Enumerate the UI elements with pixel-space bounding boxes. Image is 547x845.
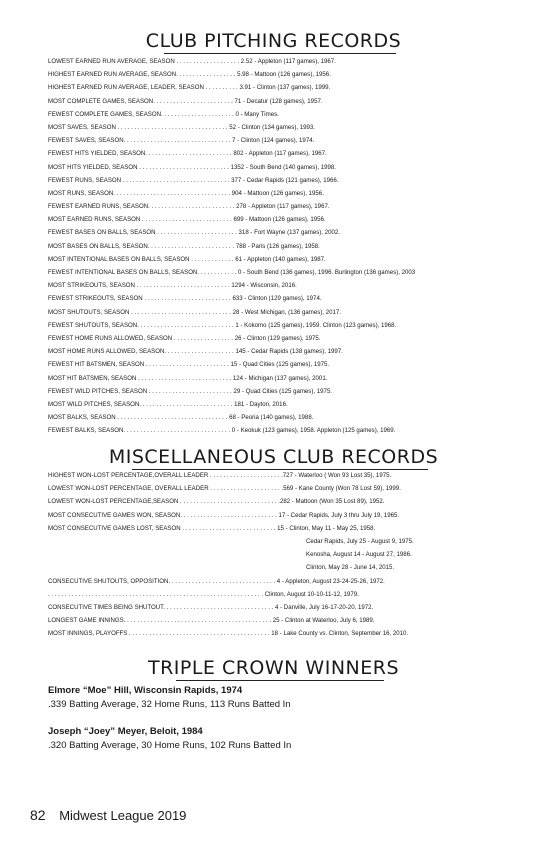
record-row <box>48 627 518 640</box>
winner-name: Joseph “Joey” Meyer, Beloit, 1984 <box>48 726 203 737</box>
record-label: FEWEST BALKS, SEASON. . . . . . . . . . . . . . . . . . . . . . . . . . . . . . . . <box>48 427 232 435</box>
record-row <box>48 535 518 548</box>
record-value: 7 - Clinton (124 games), 1974. <box>231 137 315 145</box>
record-value: .727 - Waterloo ( Won 93 Lost 35), 1975. <box>281 472 392 479</box>
record-value: 4 - Appleton, August 23-24-25-26, 1972. <box>276 577 385 585</box>
record-label: HIGHEST EARNED RUN AVERAGE, SEASON. . . . . . . . . . . . . . . . . . <box>48 71 238 79</box>
record-row <box>48 561 518 574</box>
record-value: 29 - Quad Cities (125 games), 1975. <box>233 387 333 395</box>
record-row <box>48 279 518 292</box>
record-row <box>48 575 518 588</box>
record-row <box>48 495 518 508</box>
record-value: 1294 - Wisconsin, 2016. <box>231 282 297 290</box>
record-value: 1352 - South Bend (140 games), 1998. <box>230 163 336 171</box>
record-value: .282 - Mattoon (Won 35 Lost 89), 1952. <box>278 498 385 506</box>
club-pitching-underline <box>164 53 396 54</box>
record-row <box>48 81 518 94</box>
record-value: 181 - Dayton, 2016. <box>234 400 288 408</box>
misc-club-records-list <box>48 469 518 640</box>
record-label: FEWEST WILD PITCHES, SEASON . . . . . . . . . . . . . . . . . . . . . . . . . <box>48 387 234 395</box>
record-value: 25 - Clinton at Waterloo, July 6, 1989. <box>272 617 375 625</box>
record-row <box>48 226 518 239</box>
record-label: HIGHEST WON-LOST PERCENTAGE,OVERALL LEADER . . . . . . . . . . . . . . . . . . . . . <box>48 472 282 479</box>
record-label: MOST INTENTIONAL BASES ON BALLS, SEASON . . . . . . . . . . . . . <box>48 255 236 263</box>
record-label: FEWEST HOME RUNS ALLOWED, SEASON . . . . . . . . . . . . . . . . . . <box>48 334 235 342</box>
record-row <box>48 319 518 332</box>
record-label: LOWEST WON-LOST PERCENTAGE,SEASON . . . . . . . . . . . . . . . . . . . . . . . . . . . . . <box>48 498 279 506</box>
record-row <box>48 121 518 134</box>
record-row <box>48 482 518 495</box>
record-row <box>48 588 518 601</box>
record-label: FEWEST RUNS, SEASON . . . . . . . . . . . . . . . . . . . . . . . . . . . . . . . . <box>48 176 232 184</box>
club-pitching-title: CLUB PITCHING RECORDS <box>145 30 402 52</box>
record-label: MOST HIT BATSMEN, SEASON . . . . . . . . . . . . . . . . . . . . . . . . . . . . <box>48 374 233 382</box>
record-label: MOST SAVES, SEASON . . . . . . . . . . . . . . . . . . . . . . . . . . . . . . . . . <box>48 123 230 131</box>
record-row <box>48 601 518 614</box>
record-row <box>48 548 518 561</box>
record-value: 145 - Cedar Rapids (138 games), 1997. <box>235 348 343 356</box>
triple-crown-title: TRIPLE CROWN WINNERS <box>147 657 400 679</box>
record-value: 0 - Keokuk (123 games), 1958. Appleton (125 games), 1969. <box>231 427 396 435</box>
record-row <box>48 95 518 108</box>
record-value: 3.91 - Clinton (137 games), 1999. <box>239 84 331 92</box>
winner-stats: .339 Batting Average, 32 Home Runs, 113 Runs Batted In <box>48 699 291 710</box>
record-row <box>48 55 518 68</box>
record-row <box>48 385 518 398</box>
record-row <box>48 509 518 522</box>
record-value: Kenosha, August 14 - August 27, 1986. <box>306 551 412 559</box>
record-row <box>48 306 518 319</box>
record-label: MOST WILD PITCHES, SEASON. . . . . . . . . . . . . . . . . . . . . . . . . . . . <box>48 400 235 408</box>
record-value: 61 - Appleton (140 games), 1987. <box>235 255 326 263</box>
record-row <box>48 213 518 226</box>
record-row <box>48 200 518 213</box>
record-value: 0 - Many Times. <box>235 110 279 118</box>
record-row <box>48 292 518 305</box>
record-label: MOST BALKS, SEASON . . . . . . . . . . . . . . . . . . . . . . . . . . . . . . . . . <box>48 414 230 422</box>
record-label: FEWEST HITS YIELDED, SEASON. . . . . . . . . . . . . . . . . . . . . . . . . . <box>48 150 234 158</box>
record-value: 802 - Appleton (117 games), 1967. <box>233 150 327 158</box>
record-row <box>48 411 518 424</box>
record-row <box>48 240 518 253</box>
record-row <box>48 174 518 187</box>
page-number: 82 <box>30 807 46 823</box>
record-row <box>48 147 518 160</box>
record-label: CONSECUTIVE SHUTOUTS, OPPOSITION. . . . . . . . . . . . . . . . . . . . . . . . . . . . . . . . <box>48 577 277 585</box>
record-label: FEWEST INTENTIONAL BASES ON BALLS, SEASON. . . . . . . . . . . . <box>48 269 238 276</box>
record-row <box>48 358 518 371</box>
record-value: 4 - Danville, July 16-17-20-20, 1972. <box>274 603 374 611</box>
publication-name: Midwest League 2019 <box>59 808 187 823</box>
record-value: 18 - Lake County vs. Clinton, September 16, 2010. <box>271 630 409 638</box>
record-row <box>48 614 518 627</box>
record-value: 788 - Paris (126 games), 1958. <box>235 242 320 250</box>
record-value: 318 - Fort Wayne (137 games), 2002. <box>238 229 340 237</box>
record-value: 904 - Mattoon (126 games), 1956. <box>231 189 324 197</box>
record-row <box>48 187 518 200</box>
record-row <box>48 253 518 266</box>
record-value: 2.52 - Appleton (117 games), 1967. <box>240 58 336 65</box>
record-row <box>48 522 518 535</box>
record-value: 15 - Quad Cities (125 games), 1975. <box>230 361 330 369</box>
record-row <box>48 372 518 385</box>
winner-name: Elmore “Moe” Hill, Wisconsin Rapids, 1974 <box>48 685 243 696</box>
record-row <box>48 424 518 437</box>
record-row <box>48 134 518 147</box>
record-label: MOST STRIKEOUTS, SEASON . . . . . . . . . . . . . . . . . . . . . . . . . . . . <box>48 282 232 290</box>
record-value: 71 - Decatur (128 games), 1957. <box>234 97 323 105</box>
record-label: FEWEST SAVES, SEASON. . . . . . . . . . . . . . . . . . . . . . . . . . . . . . . . <box>48 137 232 145</box>
triple-crown-winner <box>48 725 508 753</box>
record-label: FEWEST EARNED RUNS, SEASON. . . . . . . . . . . . . . . . . . . . . . . . . . <box>48 203 237 211</box>
record-label: . . . . . . . . . . . . . . . . . . . . . . . . . . . . . . . . . . . . . . . . . . . . . . . . . . . . . . . . . . . . . . . . <box>48 590 265 598</box>
record-row <box>48 266 518 279</box>
record-label: FEWEST BASES ON BALLS, SEASON . . . . . . . . . . . . . . . . . . . . . . . . <box>48 229 239 237</box>
record-value: 278 - Appleton (117 games), 1967. <box>236 203 330 211</box>
record-value: 28 - West Michigan, (136 games), 2017. <box>232 308 341 316</box>
record-label: LONGEST GAME INNINGS. . . . . . . . . . . . . . . . . . . . . . . . . . . . . . . . . . . . . . . . . . . . <box>48 617 273 625</box>
record-value: 17 - Cedar Rapids, July 3 thru July 19, 1965. <box>278 511 400 519</box>
record-value: Cedar Rapids, July 25 - August 9, 1975. <box>306 537 414 545</box>
record-row <box>48 398 518 411</box>
record-value: 52 - Clinton (134 games), 1993. <box>229 123 315 131</box>
record-label: MOST SHUTOUTS, SEASON . . . . . . . . . . . . . . . . . . . . . . . . . . . . . . <box>48 308 233 316</box>
record-value: 5.98 - Mattoon (126 games), 1956. <box>237 71 331 79</box>
record-label: FEWEST COMPLETE GAMES, SEASON. . . . . . . . . . . . . . . . . . . . . . <box>48 110 236 118</box>
club-pitching-records-list <box>48 55 518 437</box>
record-label: MOST EARNED RUNS, SEASON . . . . . . . . . . . . . . . . . . . . . . . . . . . <box>48 216 234 224</box>
record-value: 26 - Clinton (129 games), 1975. <box>234 334 321 342</box>
triple-crown-underline <box>176 680 384 681</box>
record-label: MOST INNINGS, PLAYOFFS . . . . . . . . . . . . . . . . . . . . . . . . . . . . . . . . . . . . . . . . . . <box>48 630 272 638</box>
record-row <box>48 161 518 174</box>
record-label: CONSECUTIVE TIMES BEING SHUTOUT. . . . . . . . . . . . . . . . . . . . . . . . . . . . . . . . . <box>48 603 275 611</box>
record-label: MOST RUNS, SEASON. . . . . . . . . . . . . . . . . . . . . . . . . . . . . . . . . . . <box>48 189 232 197</box>
record-label: LOWEST EARNED RUN AVERAGE, SEASON . . . . . . . . . . . . . . . . . . . <box>48 58 241 65</box>
misc-club-title: MISCELLANEOUS CLUB RECORDS <box>108 446 439 468</box>
record-label: MOST HOME RUNS ALLOWED, SEASON. . . . . . . . . . . . . . . . . . . . . <box>48 348 236 356</box>
record-row <box>48 469 518 482</box>
record-value: .569 - Kane County (Won 78 Lost 59), 1999. <box>281 485 401 493</box>
record-label: HIGHEST EARNED RUN AVERAGE, LEADER, SEASON . . . . . . . . . . <box>48 84 240 92</box>
record-label: FEWEST HIT BATSMEN, SEASON . . . . . . . . . . . . . . . . . . . . . . . . . <box>48 361 231 369</box>
record-value: 1 - Kokomo (125 games), 1959. Clinton (123 games), 1968. <box>235 321 397 329</box>
record-value: Clinton, May 28 - June 14, 2015. <box>306 564 395 572</box>
page-footer <box>30 807 186 823</box>
record-row <box>48 332 518 345</box>
record-value: 377 - Cedar Rapids (121 games), 1966. <box>231 176 339 184</box>
record-label: FEWEST STRIKEOUTS, SEASON . . . . . . . . . . . . . . . . . . . . . . . . . . <box>48 295 233 303</box>
record-row <box>48 345 518 358</box>
record-value: 699 - Mattoon (126 games), 1956. <box>233 216 326 224</box>
record-label: MOST CONSECUTIVE GAMES WON, SEASON. . . . . . . . . . . . . . . . . . . . . . . . . . . . . <box>48 511 279 519</box>
record-label: MOST COMPLETE GAMES, SEASON. . . . . . . . . . . . . . . . . . . . . . . . <box>48 97 235 105</box>
record-label: LOWEST WON-LOST PERCENTAGE, OVERALL LEADER . . . . . . . . . . . . . . . . . . . . . <box>48 485 282 493</box>
record-label: MOST BASES ON BALLS, SEASON. . . . . . . . . . . . . . . . . . . . . . . . . . <box>48 242 236 250</box>
record-label: MOST CONSECUTIVE GAMES LOST, SEASON . . . . . . . . . . . . . . . . . . . . . . . . . . . . <box>48 524 278 532</box>
record-label: MOST HITS YIELDED, SEASON . . . . . . . . . . . . . . . . . . . . . . . . . . . <box>48 163 231 171</box>
triple-crown-winner <box>48 684 508 712</box>
record-value: 633 - Clinton (129 games), 1974. <box>232 295 322 303</box>
record-value: 15 - Clinton, May 11 - May 25, 1958. <box>277 524 376 532</box>
record-value: 68 - Peoria (140 games), 1988. <box>229 414 314 422</box>
record-row <box>48 108 518 121</box>
record-value: 124 - Michigan (137 games), 2001. <box>232 374 328 382</box>
winner-stats: .320 Batting Average, 30 Home Runs, 102 Runs Batted In <box>48 740 292 751</box>
record-row <box>48 68 518 81</box>
record-value: Clinton, August 10-10-11-12, 1979. <box>264 590 359 598</box>
record-label: FEWEST SHUTOUTS, SEASON. . . . . . . . . . . . . . . . . . . . . . . . . . . . . <box>48 321 236 329</box>
record-value: 0 - South Bend (136 games), 1996. Burlington (136 games), 2003 <box>237 269 416 276</box>
